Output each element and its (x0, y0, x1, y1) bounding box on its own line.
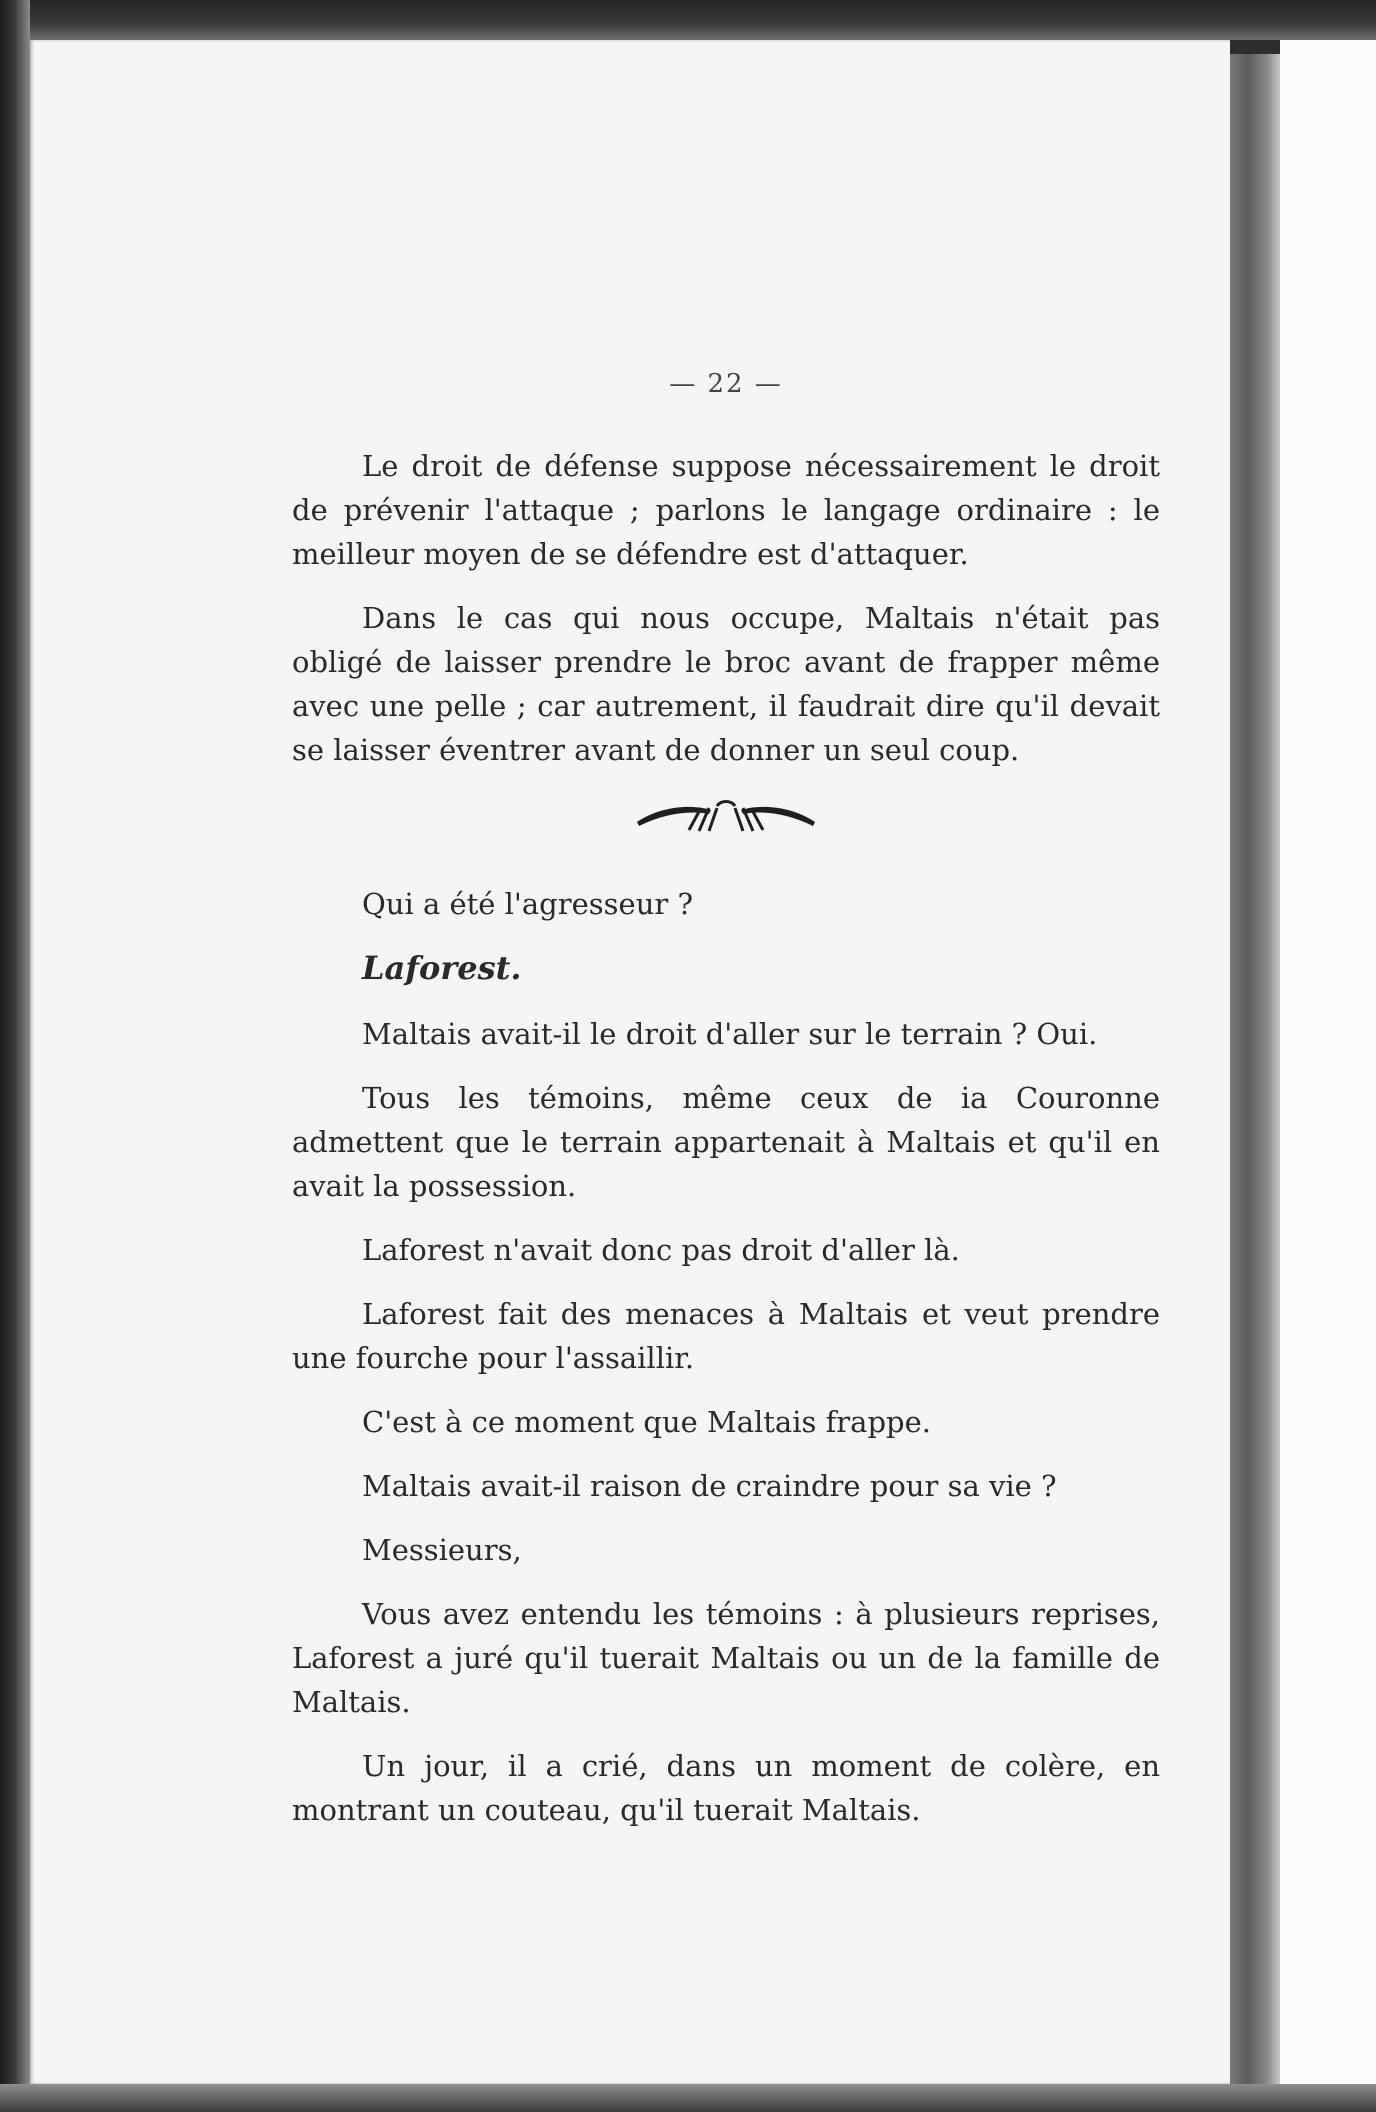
scanner-bottom-edge (0, 2084, 1376, 2112)
page-number: — 22 — (669, 369, 783, 399)
paragraph: Laforest n'avait donc pas droit d'aller là. (362, 1233, 960, 1267)
paragraph: Un jour, il a crié, dans un moment de colère, en montrant un couteau, qu'il tuerait Maltais. (292, 1749, 1160, 1827)
paragraph: Le droit de défense suppose nécessairement le droit de prévenir l'attaque ; parlons le langage ordinaire : le meilleur moyen de se défendre est d'attaquer. (292, 449, 1160, 571)
paragraph: Maltais avait-il raison de craindre pour sa vie ? (362, 1469, 1057, 1503)
page-text (292, 362, 1160, 1852)
paragraph: Maltais avait-il le droit d'aller sur le terrain ? Oui. (362, 1017, 1098, 1051)
salutation: Messieurs, (362, 1533, 522, 1567)
fleuron-divider-icon (631, 796, 821, 838)
paragraph: Vous avez entendu les témoins : à plusieurs reprises, Laforest a juré qu'il tuerait Maltais ou un de la famille de Maltais. (292, 1597, 1160, 1719)
paragraph: Laforest fait des menaces à Maltais et veut prendre une fourche pour l'assaillir. (292, 1297, 1160, 1375)
book-binding-edge (0, 0, 30, 2112)
paragraph: Dans le cas qui nous occupe, Maltais n'était pas obligé de laisser prendre le broc avant de frapper même avec une pelle ; car autrement, il faudrait dire qu'il devait se laisser éventrer avant de donner un seul coup. (292, 601, 1160, 767)
paragraph: C'est à ce moment que Maltais frappe. (362, 1405, 931, 1439)
adjacent-page-edge (1280, 40, 1376, 2084)
book-page (30, 40, 1230, 2084)
question-line: Qui a été l'agresseur ? (362, 887, 694, 921)
paragraph: Tous les témoins, même ceux de ia Couronne admettent que le terrain appartenait à Maltais et qu'il en avait la possession. (292, 1081, 1160, 1203)
scanner-top-edge (0, 0, 1376, 40)
answer-line: Laforest. (362, 949, 522, 987)
page-gutter-shadow (1230, 54, 1280, 2084)
